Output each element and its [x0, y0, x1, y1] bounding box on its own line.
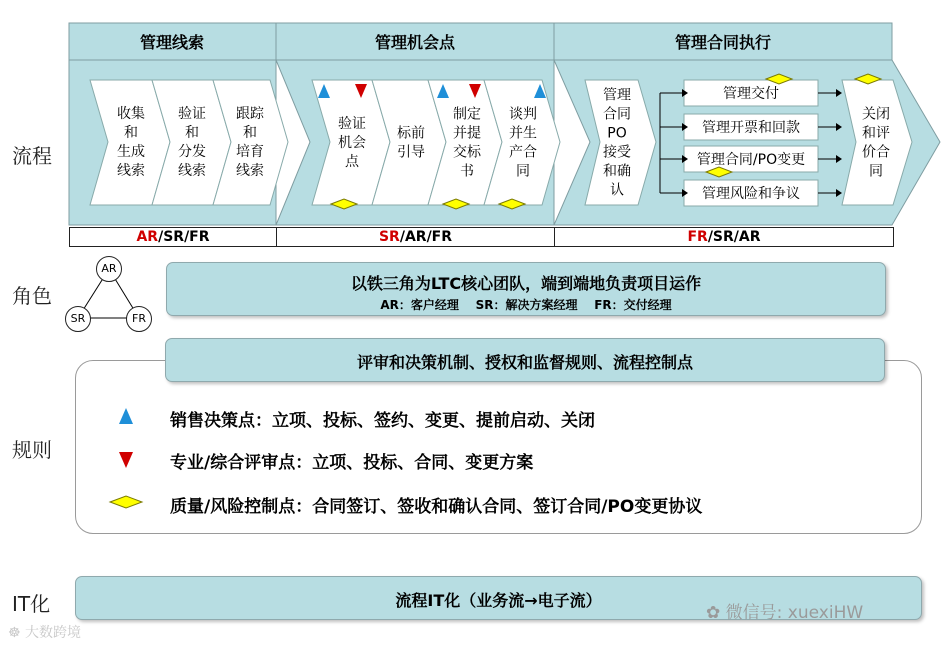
step-label: 标前引导 [397, 125, 425, 161]
role-banner [166, 262, 886, 316]
step-label: 验证和分发线索 [178, 106, 206, 179]
it-banner-text: 流程IT化（业务流→电子流） [395, 591, 602, 610]
step-label: 关闭和评价合同 [862, 106, 890, 180]
phase-title: 管理机会点 [374, 33, 456, 52]
sub-step-label: 管理交付 [723, 86, 779, 102]
rule-item-quality: 质量/风险控制点：合同签订、签收和确认合同、签订合同/PO变更协议 [170, 497, 703, 517]
rule-item-review: 专业/综合评审点：立项、投标、合同、变更方案 [170, 453, 534, 473]
phase-roles-lead: AR/SR/FR [69, 227, 277, 247]
role-node-fr: FR [126, 306, 152, 332]
watermark-left: ☸ 大数跨境 [8, 625, 82, 641]
row-label-role: 角色 [12, 284, 52, 308]
step-label: 制定并提交标书 [453, 106, 481, 180]
step-label: 谈判并生产合同 [509, 106, 537, 180]
phase-roles-contract: FR/SR/AR [554, 227, 894, 247]
phase-title: 管理合同执行 [674, 33, 772, 52]
role-node-ar: AR [96, 256, 122, 282]
phase-roles-opportunity: SR/AR/FR [276, 227, 555, 247]
sub-step-label: 管理风险和争议 [702, 186, 800, 202]
watermark-right: ✿ 微信号: xuexiHW [706, 603, 864, 623]
watermark-logo-icon: ☸ [8, 625, 21, 641]
blue-triangle-icon [119, 408, 133, 424]
wechat-icon: ✿ [706, 603, 721, 623]
sub-step-label: 管理合同/PO变更 [696, 152, 806, 168]
role-banner-sub: AR：客户经理 SR：解决方案经理 FR：交付经理 [380, 298, 672, 312]
row-label-rules: 规则 [12, 438, 52, 462]
red-triangle-icon [119, 452, 133, 468]
process-diagram [0, 0, 944, 250]
rules-legend-icons [108, 400, 148, 520]
rules-header [165, 338, 885, 382]
phase-title: 管理线索 [139, 33, 205, 52]
sub-step-label: 管理开票和回款 [702, 120, 800, 136]
step-label: 收集和生成线索 [117, 106, 145, 179]
rules-header-text: 评审和决策机制、授权和监督规则、流程控制点 [356, 353, 693, 372]
rule-item-sales-decision: 销售决策点：立项、投标、签约、变更、提前启动、关闭 [170, 411, 595, 431]
row-label-it: IT化 [12, 592, 51, 616]
role-node-sr: SR [65, 306, 91, 332]
yellow-diamond-icon [110, 496, 142, 508]
row-label-process: 流程 [12, 144, 52, 168]
step-label: 管理合同 PO 接受和确认 [603, 87, 631, 199]
step-label: 验证机会点 [338, 116, 366, 170]
role-banner-title: 以铁三角为LTC核心团队，端到端地负责项目运作 [350, 274, 702, 293]
step-label: 跟踪和培育线索 [236, 106, 264, 179]
